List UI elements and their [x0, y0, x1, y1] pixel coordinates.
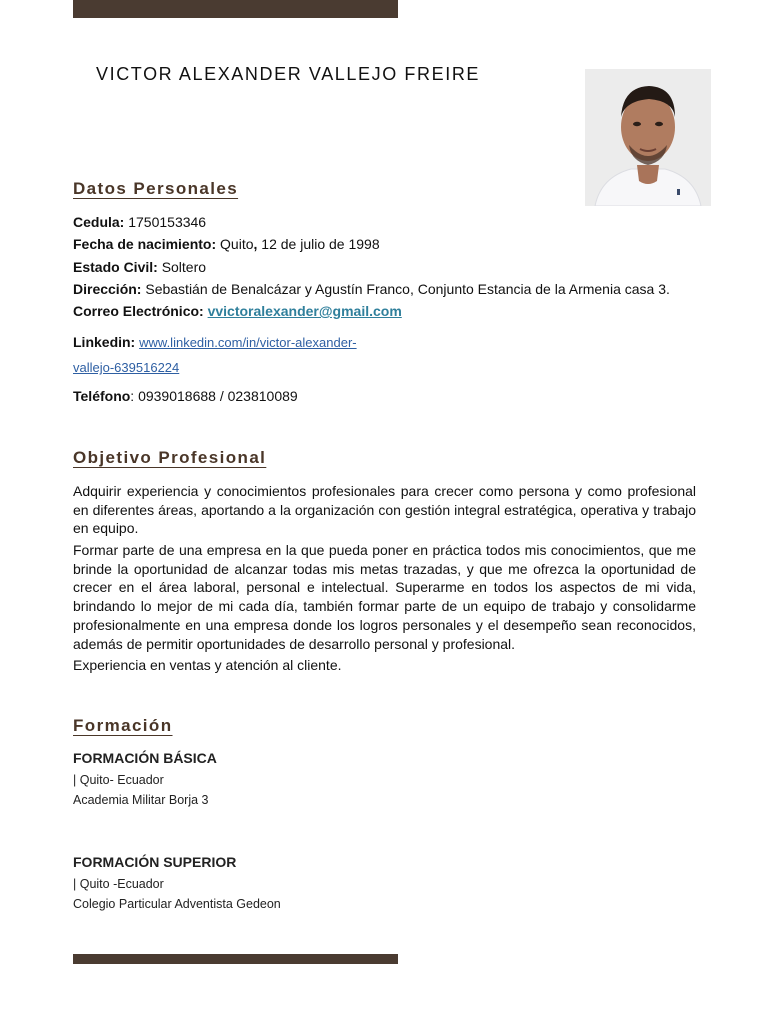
higher-education-title: FORMACIÓN SUPERIOR [73, 854, 237, 870]
profile-photo [585, 69, 711, 206]
cedula-label: Cedula: [73, 214, 125, 230]
cedula-row [73, 214, 206, 230]
objective-paragraph-3: Experiencia en ventas y atención al cliente. [73, 657, 342, 673]
cedula-value: 1750153346 [128, 214, 207, 230]
personal-data-heading: Datos Personales [73, 179, 239, 198]
candidate-name: VICTOR ALEXANDER VALLEJO FREIRE [96, 64, 481, 84]
objective-heading: Objetivo Profesional [73, 448, 267, 467]
email-row [73, 303, 402, 319]
objective-paragraph-1: Adquirir experiencia y conocimientos profesionales para crecer como persona y como profesional en diferentes áreas, aportando a la organización con gestión integral estratégica, operativa y trabajo en equipo. [73, 483, 696, 537]
basic-education-title: FORMACIÓN BÁSICA [73, 750, 217, 766]
top-decorative-bar [73, 0, 398, 18]
basic-education-school: Academia Militar Borja 3 [73, 793, 209, 807]
civil-status-value: Soltero [161, 259, 207, 275]
higher-education-location: | Quito -Ecuador [73, 877, 164, 891]
birth-row: Fecha de nacimiento: Quito, 12 de julio de 1998 [73, 236, 380, 252]
linkedin-row-continued [73, 359, 179, 375]
linkedin-link-part1[interactable]: www.linkedin.com/in/victor-alexander- [139, 335, 357, 350]
linkedin-row [73, 334, 357, 350]
education-heading: Formación [73, 716, 173, 735]
birth-city: Quito [220, 236, 254, 252]
address-value: Sebastián de Benalcázar y Agustín Franco, Conjunto Estancia de la Armenia casa 3. [145, 281, 670, 297]
phone-value: : 0939018688 / 023810089 [130, 388, 298, 404]
phone-label: Teléfono [73, 388, 131, 404]
address-row [73, 281, 670, 297]
linkedin-label: Linkedin: [73, 334, 136, 350]
address-label: Dirección: [73, 281, 142, 297]
email-link[interactable]: vvictoralexander@gmail.com [207, 303, 402, 319]
email-label: Correo Electrónico: [73, 303, 204, 319]
civil-status-label: Estado Civil: [73, 259, 158, 275]
bottom-decorative-bar [73, 954, 398, 964]
phone-row [73, 388, 298, 404]
birth-date: 12 de julio de 1998 [261, 236, 380, 252]
higher-education-school: Colegio Particular Adventista Gedeon [73, 897, 281, 911]
birth-label: Fecha de nacimiento: [73, 236, 217, 252]
objective-paragraph-2: Formar parte de una empresa en la que pueda poner en práctica todos mis conocimientos, que me brinde la oportunidad de alcanzar todas mis metas trazadas, y que me ofrezca la oportunidad de crecer en el área laboral, personal e intelectual. Superarme en todos los aspectos de mi vida, brindando lo mejor de mi cada día, también formar parte de un equipo de trabajo y consolidarme profesionalmente en una empresa donde los logros personales y el desempeño sean reconocidos, además de permitir oportunidades de desarrollo personal y profesional. [73, 542, 696, 652]
profile-photo-avatar [585, 69, 711, 206]
civil-status-row [73, 259, 206, 275]
basic-education-location: | Quito- Ecuador [73, 773, 164, 787]
linkedin-link-part2[interactable]: vallejo-639516224 [73, 360, 180, 375]
